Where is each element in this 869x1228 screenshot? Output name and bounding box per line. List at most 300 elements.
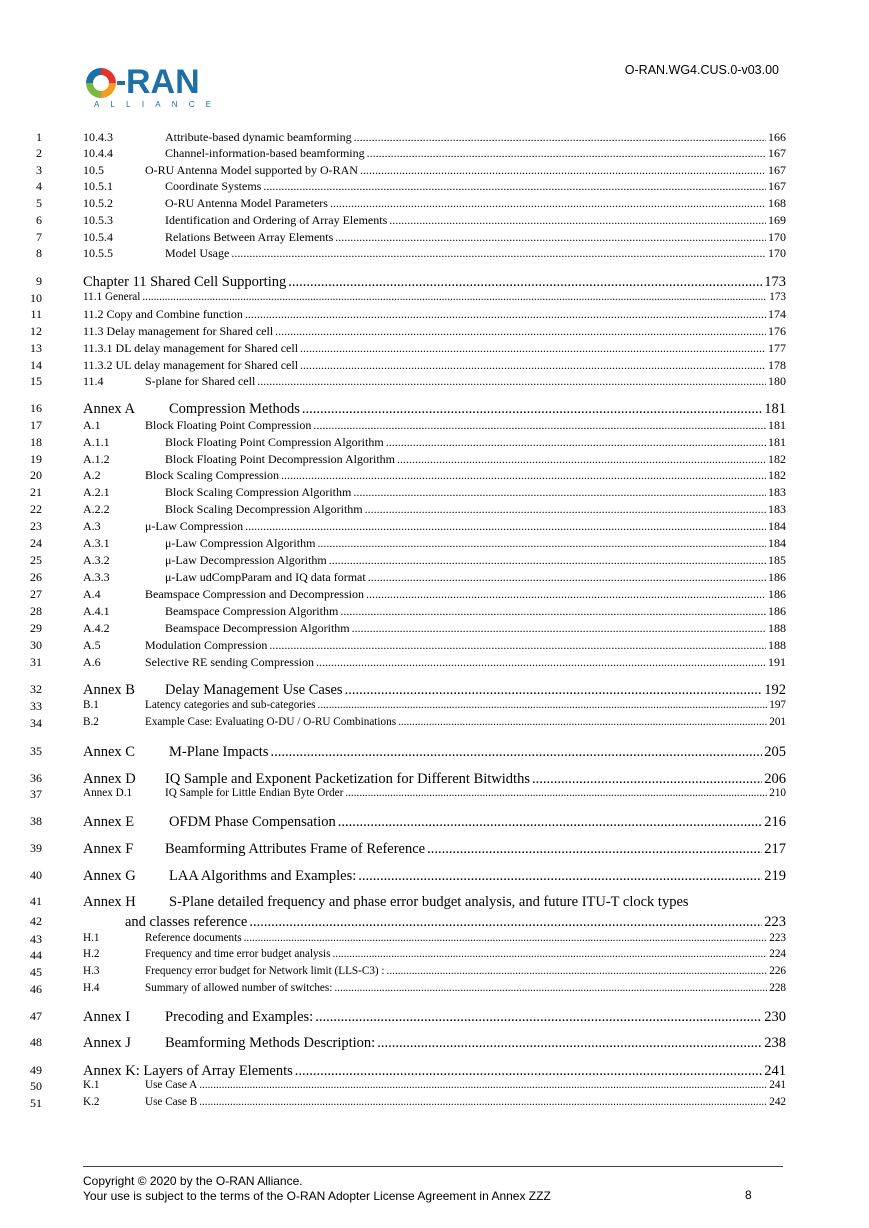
footer [83, 1174, 551, 1203]
toc-entry[interactable] [83, 468, 786, 483]
section-title: Selective RE sending Compression [145, 655, 314, 669]
dot-leader [340, 604, 766, 619]
page-reference: 183 [768, 502, 786, 516]
logo-dash [117, 81, 125, 85]
line-number: 18 [30, 435, 42, 449]
section-title: Summary of allowed number of switches: [145, 982, 333, 994]
page-reference: 177 [768, 341, 786, 355]
section-title: Identification and Ordering of Array Elements [165, 213, 388, 227]
section-number: A.5 [83, 638, 101, 652]
section-title: Beamspace Compression and Decompression [145, 587, 364, 601]
page-reference: 186 [768, 604, 786, 618]
section-number: A.2 [83, 468, 101, 482]
section-number: A.4.2 [83, 621, 110, 635]
section-title: Block Floating Point Compression [145, 418, 312, 432]
section-number: Annex E [83, 814, 135, 830]
section-title: Chapter 11 Shared Cell Supporting [83, 274, 287, 290]
page-reference: 169 [768, 213, 786, 227]
page-reference: 170 [768, 230, 786, 244]
line-number: 43 [30, 932, 42, 946]
section-title: Beamforming Methods Description: [165, 1035, 376, 1051]
dot-leader [338, 814, 763, 831]
toc-entry[interactable] [83, 932, 786, 944]
page-reference: 228 [769, 982, 786, 994]
section-number: A.2.1 [83, 485, 110, 499]
dot-leader [358, 868, 762, 885]
toc-entry[interactable] [83, 341, 786, 356]
page-reference: 176 [768, 324, 786, 338]
section-number: Annex F [83, 841, 134, 857]
section-title: 11.3 Delay management for Shared cell [83, 324, 274, 338]
section-number: Annex G [83, 868, 136, 884]
section-number: K.2 [83, 1096, 100, 1108]
section-number: Annex I [83, 1009, 131, 1025]
toc-entry[interactable] [83, 146, 786, 161]
line-number: 41 [30, 894, 42, 908]
section-number: H.3 [83, 965, 100, 977]
toc-entry[interactable] [83, 655, 786, 670]
toc-entry[interactable] [83, 274, 786, 291]
page-reference: 201 [769, 716, 786, 728]
dot-leader [288, 274, 762, 291]
section-number: 10.5.3 [83, 213, 113, 227]
line-number: 39 [30, 841, 42, 855]
page-reference: 184 [768, 519, 786, 533]
section-title: Relations Between Array Elements [165, 230, 334, 244]
section-number: H.2 [83, 948, 100, 960]
line-number: 12 [30, 324, 42, 338]
line-number: 10 [30, 291, 42, 305]
page-reference: 181 [768, 418, 786, 432]
toc-entry[interactable] [83, 196, 786, 211]
toc-entry[interactable] [83, 307, 786, 322]
section-title: M-Plane Impacts [169, 744, 269, 760]
toc-entry[interactable] [83, 682, 786, 699]
toc-entry[interactable] [83, 179, 786, 194]
page-reference: 166 [768, 130, 786, 144]
page-reference: 180 [768, 374, 786, 388]
line-number: 48 [30, 1035, 42, 1049]
dot-leader [245, 519, 766, 534]
section-title: Reference documents [145, 932, 242, 944]
dot-leader [532, 771, 762, 788]
line-number: 21 [30, 485, 42, 499]
page-reference: 167 [768, 179, 786, 193]
logo-tagline: ALLIANCE [94, 100, 223, 109]
section-number: 10.4.4 [83, 146, 113, 160]
section-number: 11.4 [83, 374, 104, 388]
line-number: 9 [36, 274, 42, 288]
dot-leader [257, 374, 766, 389]
toc-entry[interactable] [83, 246, 786, 261]
line-number: 2 [36, 146, 42, 160]
section-number: 10.5.1 [83, 179, 113, 193]
section-title: OFDM Phase Compensation [169, 814, 336, 830]
line-number: 25 [30, 553, 42, 567]
dot-leader [199, 1079, 767, 1091]
dot-leader [335, 230, 766, 245]
line-number: 44 [30, 948, 42, 962]
toc-entry[interactable] [83, 716, 786, 728]
toc-entry[interactable] [83, 213, 786, 228]
page-reference: 217 [764, 841, 786, 857]
toc-entry[interactable] [83, 163, 786, 178]
section-title: IQ Sample and Exponent Packetization for Different Bitwidths [165, 771, 530, 787]
toc-entry[interactable] [83, 358, 786, 373]
section-title: Delay Management Use Cases [165, 682, 343, 698]
line-number: 47 [30, 1009, 42, 1023]
section-number: Annex J [83, 1035, 131, 1051]
toc-entry[interactable] [83, 452, 786, 467]
dot-leader [300, 341, 766, 356]
line-number: 17 [30, 418, 42, 432]
section-title: Model Usage [165, 246, 230, 260]
section-number: Annex B [83, 682, 135, 698]
section-number: H.1 [83, 932, 100, 944]
dot-leader [249, 914, 762, 931]
section-number: 10.5.5 [83, 246, 113, 260]
dot-leader [281, 468, 766, 483]
toc-entry[interactable] [83, 894, 786, 911]
toc-entry[interactable] [83, 744, 786, 761]
page-reference: 185 [768, 553, 786, 567]
line-number: 37 [30, 787, 42, 801]
line-number: 27 [30, 587, 42, 601]
dot-leader [300, 358, 766, 373]
section-number: A.1 [83, 418, 101, 432]
line-number: 24 [30, 536, 42, 550]
line-number: 30 [30, 638, 42, 652]
toc-entry[interactable] [83, 604, 786, 619]
section-title: μ-Law Decompression Algorithm [165, 553, 327, 567]
dot-leader [387, 965, 768, 977]
dot-leader [427, 841, 762, 858]
dot-leader [389, 213, 766, 228]
page-reference: 216 [764, 814, 786, 830]
page-reference: 224 [769, 948, 786, 960]
section-title: 11.3.1 DL delay management for Shared cell [83, 341, 299, 355]
line-number: 13 [30, 341, 42, 355]
section-title: Modulation Compression [145, 638, 268, 652]
section-title: Use Case A [145, 1079, 198, 1091]
section-title: μ-Law Compression Algorithm [165, 536, 316, 550]
page-reference: 182 [768, 452, 786, 466]
dot-leader [142, 291, 767, 303]
page-reference: 167 [768, 146, 786, 160]
section-number: Annex D [83, 771, 136, 787]
section-title: Frequency and time error budget analysis [145, 948, 331, 960]
dot-leader [365, 502, 766, 517]
footer-divider [83, 1166, 783, 1167]
page-reference: 188 [768, 638, 786, 652]
section-number: A.1.1 [83, 435, 110, 449]
line-number: 3 [36, 163, 42, 177]
line-number: 29 [30, 621, 42, 635]
page-reference: 186 [768, 587, 786, 601]
line-number: 42 [30, 914, 42, 928]
section-title: 11.3.2 UL delay management for Shared cell [83, 358, 299, 372]
dot-leader [377, 1035, 762, 1052]
page-reference: 242 [769, 1096, 786, 1108]
toc-entry[interactable] [83, 914, 786, 931]
toc-entry[interactable] [83, 982, 786, 994]
toc-entry[interactable] [83, 1063, 786, 1080]
page-reference: 230 [764, 1009, 786, 1025]
section-number: H.4 [83, 982, 100, 994]
section-title: IQ Sample for Little Endian Byte Order [165, 787, 344, 799]
toc-entry[interactable] [83, 570, 786, 585]
section-number: 10.5 [83, 163, 104, 177]
section-number: Annex H [83, 894, 136, 910]
section-title: 11.2 Copy and Combine function [83, 307, 243, 321]
line-number: 26 [30, 570, 42, 584]
toc-entry[interactable] [83, 1079, 786, 1091]
line-number: 19 [30, 452, 42, 466]
toc-entry[interactable] [83, 771, 786, 788]
page-reference: 174 [768, 307, 786, 321]
section-title: Attribute-based dynamic beamforming [165, 130, 352, 144]
section-title: μ-Law Compression [145, 519, 244, 533]
section-title: Frequency error budget for Network limit (LLS-C3) : [145, 965, 385, 977]
line-number: 1 [36, 130, 42, 144]
toc-entry[interactable] [83, 536, 786, 551]
dot-leader [245, 307, 766, 322]
section-title: Beamforming Attributes Frame of Reference [165, 841, 426, 857]
page-reference: 192 [764, 682, 786, 698]
section-title: Block Floating Point Compression Algorithm [165, 435, 384, 449]
section-title: Example Case: Evaluating O-DU / O-RU Combinations [145, 716, 397, 728]
toc-entry[interactable] [83, 502, 786, 517]
dot-leader [231, 246, 766, 261]
line-number: 11 [30, 307, 42, 321]
dot-leader [317, 536, 766, 551]
line-number: 14 [30, 358, 42, 372]
dot-leader [269, 638, 766, 653]
page-reference: 173 [769, 291, 786, 303]
oran-logo [86, 63, 223, 112]
page-reference: 223 [764, 914, 786, 930]
section-number: A.1.2 [83, 452, 110, 466]
section-title: S-Plane detailed frequency and phase error budget analysis, and future ITU-T clock types [169, 894, 689, 910]
dot-leader [368, 570, 766, 585]
page-reference: 181 [764, 401, 786, 417]
toc-entry[interactable] [83, 401, 786, 418]
dot-leader [318, 699, 768, 711]
section-title: Block Scaling Compression [145, 468, 279, 482]
toc-entry[interactable] [83, 374, 786, 389]
section-number: A.3.3 [83, 570, 110, 584]
line-number: 22 [30, 502, 42, 516]
section-number: K.1 [83, 1079, 100, 1091]
dot-leader [366, 587, 766, 602]
section-title: S-plane for Shared cell [145, 374, 256, 388]
dot-leader [345, 682, 763, 699]
section-number: A.2.2 [83, 502, 110, 516]
dot-leader [199, 1096, 767, 1108]
line-number: 51 [30, 1096, 42, 1110]
dot-leader [302, 401, 762, 418]
line-number: 35 [30, 744, 42, 758]
dot-leader [353, 485, 766, 500]
page-reference: 178 [768, 358, 786, 372]
dot-leader [263, 179, 766, 194]
line-number: 31 [30, 655, 42, 669]
section-number: A.3 [83, 519, 101, 533]
page-reference: 226 [769, 965, 786, 977]
section-number: Annex A [83, 401, 135, 417]
page-reference: 238 [764, 1035, 786, 1051]
page-reference: 184 [768, 536, 786, 550]
section-title: Annex K: Layers of Array Elements [83, 1063, 293, 1079]
toc-entry[interactable] [83, 1096, 786, 1108]
page-reference: 186 [768, 570, 786, 584]
dot-leader [345, 787, 767, 799]
toc-entry[interactable] [83, 814, 786, 831]
copyright-text: Copyright © 2020 by the O-RAN Alliance. [83, 1174, 303, 1188]
page-reference: 168 [768, 196, 786, 210]
dot-leader [270, 744, 762, 761]
toc-entry[interactable] [83, 1009, 786, 1026]
dot-leader [313, 418, 766, 433]
toc-entry[interactable] [83, 435, 786, 450]
section-title: and classes reference [125, 914, 248, 930]
line-number: 33 [30, 699, 42, 713]
section-title: Beamspace Compression Algorithm [165, 604, 339, 618]
line-number: 40 [30, 868, 42, 882]
section-title: Beamspace Decompression Algorithm [165, 621, 350, 635]
toc-entry[interactable] [83, 965, 786, 977]
section-title: O-RU Antenna Model Parameters [165, 196, 328, 210]
line-number: 46 [30, 982, 42, 996]
page-reference: 181 [768, 435, 786, 449]
logo-ring-icon [86, 68, 116, 98]
page-reference: 183 [768, 485, 786, 499]
section-title: Block Scaling Decompression Algorithm [165, 502, 363, 516]
toc-entry[interactable] [83, 553, 786, 568]
section-title: Block Scaling Compression Algorithm [165, 485, 352, 499]
toc-entry[interactable] [83, 787, 786, 799]
dot-leader [244, 932, 768, 944]
toc-entry[interactable] [83, 291, 786, 303]
page-reference: 219 [764, 868, 786, 884]
toc-entry[interactable] [83, 638, 786, 653]
page-reference: 188 [768, 621, 786, 635]
toc-entry[interactable] [83, 1035, 786, 1052]
toc-entry[interactable] [83, 621, 786, 636]
toc-entry[interactable] [83, 230, 786, 245]
toc-entry[interactable] [83, 418, 786, 433]
section-number: A.3.2 [83, 553, 110, 567]
logo-wordmark: RAN [126, 63, 200, 101]
toc-entry[interactable] [83, 587, 786, 602]
toc-entry[interactable] [83, 948, 786, 960]
dot-leader [316, 655, 766, 670]
dot-leader [329, 553, 766, 568]
document-id: O-RAN.WG4.CUS.0-v03.00 [624, 63, 779, 77]
page-reference: 223 [769, 932, 786, 944]
page-reference: 182 [768, 468, 786, 482]
toc-entry[interactable] [83, 485, 786, 500]
page-reference: 210 [769, 787, 786, 799]
page-reference: 170 [768, 246, 786, 260]
dot-leader [398, 716, 767, 728]
dot-leader [354, 130, 766, 145]
section-number: A.4.1 [83, 604, 110, 618]
section-title: O-RU Antenna Model supported by O-RAN [145, 163, 358, 177]
dot-leader [367, 146, 766, 161]
section-title: Use Case B [145, 1096, 198, 1108]
section-title: μ-Law udCompParam and IQ data format [165, 570, 366, 584]
section-title: Precoding and Examples: [165, 1009, 314, 1025]
section-title: Latency categories and sub-categories [145, 699, 316, 711]
dot-leader [386, 435, 766, 450]
toc-entry[interactable] [83, 841, 786, 858]
line-number: 5 [36, 196, 42, 210]
page-reference: 241 [764, 1063, 786, 1079]
page-reference: 167 [768, 163, 786, 177]
dot-leader [397, 452, 766, 467]
section-title: LAA Algorithms and Examples: [169, 868, 357, 884]
toc-entry[interactable] [83, 130, 786, 145]
dot-leader [332, 948, 767, 960]
dot-leader [352, 621, 766, 636]
toc-entry[interactable] [83, 519, 786, 534]
line-number: 38 [30, 814, 42, 828]
line-number: 7 [36, 230, 42, 244]
section-number: Annex C [83, 744, 135, 760]
dot-leader [315, 1009, 762, 1026]
dot-leader [334, 982, 767, 994]
dot-leader [330, 196, 766, 211]
line-number: 36 [30, 771, 42, 785]
section-number: A.4 [83, 587, 101, 601]
dot-leader [295, 1063, 762, 1080]
line-number: 8 [36, 246, 42, 260]
section-number: 10.4.3 [83, 130, 113, 144]
line-number: 50 [30, 1079, 42, 1093]
toc-entry[interactable] [83, 324, 786, 339]
toc-entry[interactable] [83, 699, 786, 711]
line-number: 16 [30, 401, 42, 415]
line-number: 4 [36, 179, 42, 193]
section-title: 11.1 General [83, 291, 141, 303]
section-number: B.2 [83, 716, 99, 728]
line-number: 32 [30, 682, 42, 696]
section-number: 10.5.4 [83, 230, 113, 244]
section-number: Annex D.1 [83, 787, 133, 799]
section-title: Block Floating Point Decompression Algorithm [165, 452, 395, 466]
line-number: 49 [30, 1063, 42, 1077]
page-reference: 205 [764, 744, 786, 760]
section-title: Channel-information-based beamforming [165, 146, 365, 160]
line-number: 34 [30, 716, 42, 730]
section-number: B.1 [83, 699, 99, 711]
toc-entry[interactable] [83, 868, 786, 885]
line-number: 28 [30, 604, 42, 618]
license-text: Your use is subject to the terms of the O-RAN Adopter License Agreement in Annex ZZZ [83, 1188, 551, 1203]
page-number: 8 [745, 1188, 752, 1202]
dot-leader [275, 324, 766, 339]
page-reference: 197 [769, 699, 786, 711]
page-reference: 173 [764, 274, 786, 290]
page-reference: 206 [764, 771, 786, 787]
line-number: 45 [30, 965, 42, 979]
line-number: 23 [30, 519, 42, 533]
section-title: Compression Methods [169, 401, 300, 417]
dot-leader [360, 163, 766, 178]
line-number: 6 [36, 213, 42, 227]
section-number: A.6 [83, 655, 101, 669]
